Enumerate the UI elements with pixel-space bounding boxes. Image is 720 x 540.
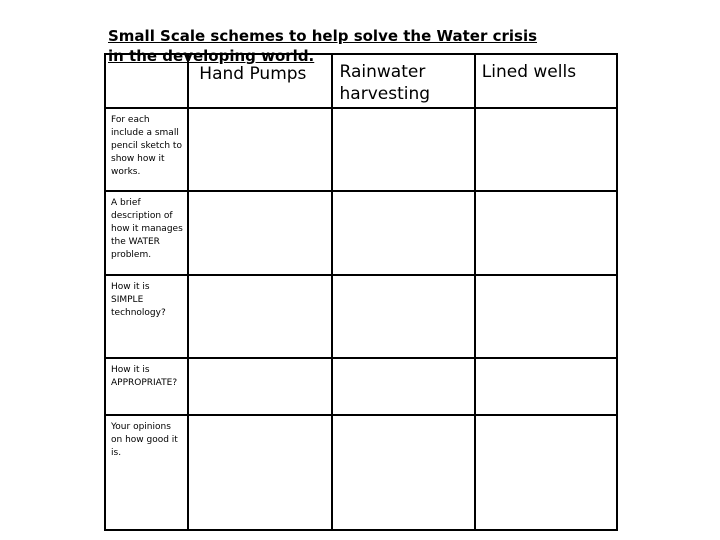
answer-cell-hand-pumps[interactable] — [188, 275, 331, 358]
answer-cell-rainwater[interactable] — [332, 275, 475, 358]
worksheet-title: Small Scale schemes to help solve the Water crisis in the developing world. — [108, 27, 538, 65]
answer-cell-hand-pumps[interactable] — [188, 415, 331, 530]
row-label-cell — [105, 275, 188, 358]
table-row — [105, 415, 617, 530]
row-label-appropriate: How it is APPROPRIATE? — [111, 364, 178, 388]
comparison-table — [104, 53, 618, 531]
table-row — [105, 191, 617, 276]
table-row — [105, 108, 617, 191]
row-label-cell — [105, 108, 188, 191]
header-hand-pumps-label: Hand Pumps — [199, 64, 307, 84]
row-label-cell — [105, 191, 188, 276]
answer-cell-lined-wells[interactable] — [475, 108, 617, 191]
header-lined-wells-label: Lined wells — [481, 62, 577, 82]
row-label-cell — [105, 415, 188, 530]
answer-cell-lined-wells[interactable] — [475, 358, 617, 415]
answer-cell-rainwater[interactable] — [332, 108, 475, 191]
answer-cell-hand-pumps[interactable] — [188, 191, 331, 276]
row-label-opinions: Your opinions on how good it is. — [111, 422, 178, 459]
answer-cell-lined-wells[interactable] — [475, 191, 617, 276]
answer-cell-lined-wells[interactable] — [475, 275, 617, 358]
answer-cell-rainwater[interactable] — [332, 358, 475, 415]
answer-cell-lined-wells[interactable] — [475, 415, 617, 530]
row-label-sketch: For each include a small pencil sketch to show how it works. — [111, 115, 182, 178]
answer-cell-hand-pumps[interactable] — [188, 358, 331, 415]
answer-cell-rainwater[interactable] — [332, 191, 475, 276]
header-rainwater-harvesting-label: Rainwater harvesting — [339, 62, 431, 104]
answer-cell-hand-pumps[interactable] — [188, 108, 331, 191]
answer-cell-rainwater[interactable] — [332, 415, 475, 530]
row-label-cell — [105, 358, 188, 415]
row-label-description: A brief description of how it manages the WATER problem. — [111, 197, 183, 260]
table-row — [105, 358, 617, 415]
row-label-simple: How it is SIMPLE technology? — [111, 282, 166, 319]
table-row — [105, 275, 617, 358]
